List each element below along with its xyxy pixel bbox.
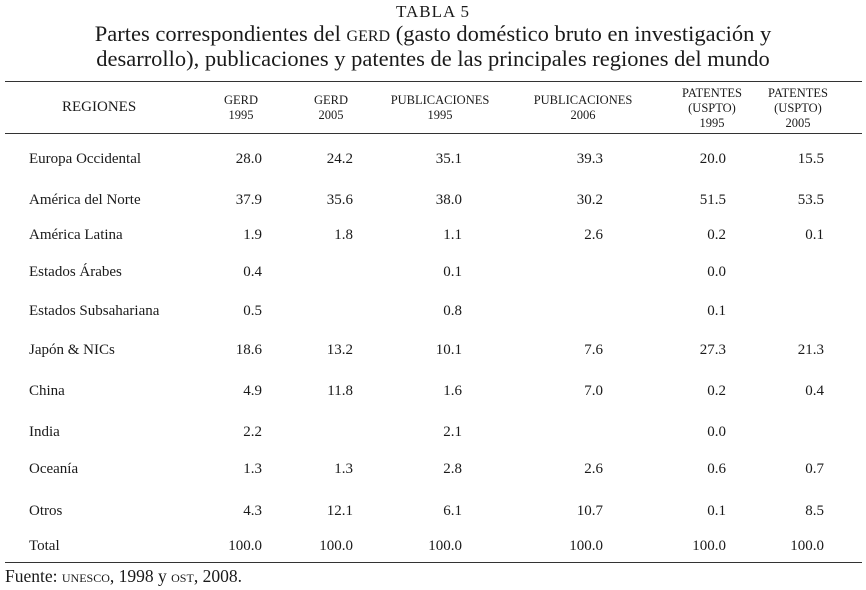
column-header-regions: REGIONES: [62, 99, 137, 115]
column-header-pub2006: [534, 93, 633, 123]
cell-gerd1995: 18.6: [235, 342, 262, 358]
cell-pat1995: 100.0: [692, 538, 726, 554]
column-header-line: GERD: [223, 93, 259, 107]
cell-pat1995: 0.2: [707, 383, 726, 399]
cell-gerd2005: 12.1: [326, 503, 353, 519]
cell-gerd2005: 1.8: [334, 227, 353, 243]
cell-pat2005: 0.1: [805, 227, 824, 243]
cell-pat2005: 0.4: [805, 383, 824, 399]
cell-pub1995: 0.8: [443, 303, 462, 319]
cell-gerd2005: 11.8: [327, 383, 353, 399]
cell-pat1995: 51.5: [699, 192, 726, 208]
cell-pat1995: 0.1: [707, 503, 726, 519]
column-header-line: (USPTO): [774, 101, 822, 115]
region-name: América del Norte: [29, 192, 141, 208]
cell-gerd1995: 0.5: [243, 303, 262, 319]
region-name: China: [29, 383, 65, 399]
cell-gerd1995: 37.9: [235, 192, 262, 208]
region-name: Oceanía: [29, 461, 79, 477]
cell-gerd1995: 1.3: [243, 461, 262, 477]
cell-gerd2005: 100.0: [319, 538, 353, 554]
column-header-line: PATENTES: [768, 86, 828, 100]
source-note: [5, 566, 242, 587]
cell-pub2006: 39.3: [576, 151, 603, 167]
source-text: Fuente:: [5, 566, 62, 586]
cell-pub1995: 6.1: [443, 503, 462, 519]
cell-gerd1995: 100.0: [228, 538, 262, 554]
cell-pat1995: 0.2: [707, 227, 726, 243]
cell-pat1995: 0.0: [707, 264, 726, 280]
bottom-rule: [5, 562, 862, 563]
source-acronym: unesco: [61, 566, 110, 586]
cell-pub1995: 1.1: [443, 227, 462, 243]
cell-pat1995: 0.6: [707, 461, 726, 477]
cell-pub2006: 7.0: [584, 383, 603, 399]
cell-pub2006: 10.7: [576, 503, 603, 519]
title-line-1: [0, 21, 866, 46]
title-text: Partes correspondientes del: [94, 21, 347, 46]
column-header-line: GERD: [313, 93, 349, 107]
header-rule: [5, 133, 862, 134]
region-name: Otros: [29, 503, 63, 519]
region-name: América Latina: [29, 227, 123, 243]
column-header-line: 2005: [318, 108, 344, 122]
cell-pat2005: 15.5: [797, 151, 824, 167]
cell-pat1995: 0.0: [707, 424, 726, 440]
region-name: India: [29, 424, 60, 440]
cell-pat1995: 0.1: [707, 303, 726, 319]
cell-pub2006: 30.2: [576, 192, 603, 208]
cell-pub1995: 0.1: [443, 264, 462, 280]
column-header-pat1995: [682, 86, 742, 131]
cell-gerd1995: 28.0: [235, 151, 262, 167]
cell-pub1995: 100.0: [428, 538, 462, 554]
column-header-pub1995: [391, 93, 490, 123]
cell-gerd2005: 13.2: [326, 342, 353, 358]
cell-pub2006: 100.0: [569, 538, 603, 554]
column-header-pat2005: [768, 86, 828, 131]
cell-pat2005: 8.5: [805, 503, 824, 519]
cell-pub1995: 10.1: [435, 342, 462, 358]
title-line-2: desarrollo), publicaciones y patentes de las principales regiones del mundo: [96, 46, 770, 71]
cell-pub2006: 2.6: [584, 461, 603, 477]
column-header-line: 1995: [699, 116, 725, 130]
table-label: TABLA 5: [395, 2, 471, 21]
cell-gerd1995: 4.9: [243, 383, 262, 399]
cell-pub2006: 7.6: [584, 342, 603, 358]
cell-gerd1995: 0.4: [243, 264, 262, 280]
cell-pat1995: 20.0: [699, 151, 726, 167]
source-text: , 2008.: [193, 566, 242, 586]
column-header-line: 2006: [570, 108, 596, 122]
column-header-line: 2005: [785, 116, 811, 130]
column-header-line: PUBLICACIONES: [390, 93, 490, 107]
table-title: [0, 21, 866, 71]
column-header-line: 1995: [228, 108, 254, 122]
cell-gerd1995: 2.2: [243, 424, 262, 440]
column-header-line: (USPTO): [688, 101, 736, 115]
cell-gerd1995: 4.3: [243, 503, 262, 519]
region-name: Estados Subsahariana: [29, 303, 160, 319]
cell-pub2006: 2.6: [584, 227, 603, 243]
cell-pub1995: 35.1: [435, 151, 462, 167]
title-text: (gasto doméstico bruto en investigación y: [390, 21, 772, 46]
cell-pub1995: 2.1: [443, 424, 462, 440]
cell-pat2005: 53.5: [797, 192, 824, 208]
cell-pat2005: 21.3: [797, 342, 824, 358]
column-header-gerd1995: [224, 93, 258, 123]
cell-gerd2005: 35.6: [326, 192, 353, 208]
region-name: Total: [29, 538, 60, 554]
cell-pub1995: 2.8: [443, 461, 462, 477]
cell-pat2005: 100.0: [790, 538, 824, 554]
top-rule: [5, 81, 862, 82]
column-header-line: PUBLICACIONES: [533, 93, 633, 107]
column-header-line: PATENTES: [682, 86, 742, 100]
column-header-gerd2005: [314, 93, 348, 123]
cell-gerd1995: 1.9: [243, 227, 262, 243]
cell-pub1995: 38.0: [435, 192, 462, 208]
source-acronym: ost: [171, 566, 194, 586]
region-name: Japón & NICs: [29, 342, 115, 358]
cell-pat2005: 0.7: [805, 461, 824, 477]
cell-pat1995: 27.3: [699, 342, 726, 358]
column-header-line: 1995: [427, 108, 453, 122]
cell-gerd2005: 1.3: [334, 461, 353, 477]
region-name: Europa Occidental: [29, 151, 142, 167]
title-acronym: gerd: [346, 21, 391, 46]
source-text: , 1998 y: [109, 566, 172, 586]
region-name: Estados Árabes: [29, 264, 122, 280]
cell-pub1995: 1.6: [443, 383, 462, 399]
cell-gerd2005: 24.2: [326, 151, 353, 167]
